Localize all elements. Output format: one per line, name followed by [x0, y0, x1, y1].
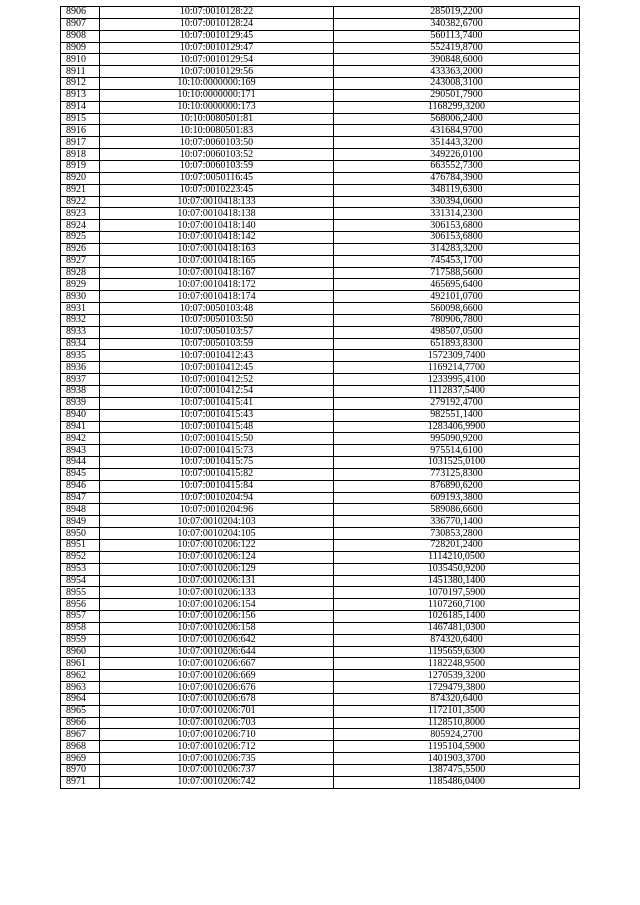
row-number-cell: 8966: [61, 717, 100, 729]
row-number-cell: 8971: [61, 776, 100, 788]
cadastral-number-cell: 10:07:0010415:50: [100, 433, 334, 445]
cadastral-number-cell: 10:07:0010129:54: [100, 54, 334, 66]
row-number-cell: 8942: [61, 433, 100, 445]
table-row: [61, 326, 580, 338]
cadastral-value-cell: 331314,2300: [334, 208, 580, 220]
cadastral-value-cell: 1270539,3200: [334, 670, 580, 682]
cadastral-number-cell: 10:07:0010206:735: [100, 753, 334, 765]
cadastral-value-cell: 874320,6400: [334, 693, 580, 705]
row-number-cell: 8925: [61, 232, 100, 244]
cadastral-value-cell: 465695,6400: [334, 279, 580, 291]
table-row: [61, 563, 580, 575]
cadastral-value-cell: 1185486,0400: [334, 776, 580, 788]
table-row: [61, 753, 580, 765]
cadastral-number-cell: 10:07:0010206:124: [100, 551, 334, 563]
cadastral-number-cell: 10:10:0080501:83: [100, 125, 334, 137]
cadastral-number-cell: 10:07:0010418:140: [100, 220, 334, 232]
table-row: [61, 765, 580, 777]
row-number-cell: 8917: [61, 137, 100, 149]
table-row: [61, 208, 580, 220]
table-row: [61, 457, 580, 469]
cadastral-number-cell: 10:07:0010418:138: [100, 208, 334, 220]
cadastral-value-cell: 1195104,5900: [334, 741, 580, 753]
row-number-cell: 8931: [61, 303, 100, 315]
cadastral-value-cell: 1026185,1400: [334, 611, 580, 623]
row-number-cell: 8910: [61, 54, 100, 66]
row-number-cell: 8940: [61, 409, 100, 421]
cadastral-number-cell: 10:07:0010206:644: [100, 646, 334, 658]
cadastral-number-cell: 10:07:0010412:45: [100, 362, 334, 374]
cadastral-value-cell: 1387475,5500: [334, 765, 580, 777]
row-number-cell: 8937: [61, 374, 100, 386]
cadastral-number-cell: 10:07:0050116:45: [100, 172, 334, 184]
table-row: [61, 622, 580, 634]
cadastral-number-cell: 10:07:0060103:59: [100, 160, 334, 172]
cadastral-number-cell: 10:07:0010128:24: [100, 18, 334, 30]
table-row: [61, 89, 580, 101]
cadastral-number-cell: 10:07:0010206:710: [100, 729, 334, 741]
table-row: [61, 776, 580, 788]
table-row: [61, 196, 580, 208]
row-number-cell: 8943: [61, 445, 100, 457]
cadastral-value-cell: 498507,0500: [334, 326, 580, 338]
table-row: [61, 18, 580, 30]
cadastral-number-cell: 10:07:0010129:45: [100, 30, 334, 42]
table-row: [61, 232, 580, 244]
cadastral-number-cell: 10:07:0010418:167: [100, 267, 334, 279]
table-row: [61, 587, 580, 599]
cadastral-number-cell: 10:07:0010418:163: [100, 243, 334, 255]
cadastral-number-cell: 10:07:0010206:712: [100, 741, 334, 753]
cadastral-number-cell: 10:07:0010412:54: [100, 386, 334, 398]
row-number-cell: 8953: [61, 563, 100, 575]
cadastral-value-cell: 589086,6600: [334, 504, 580, 516]
cadastral-number-cell: 10:07:0010206:742: [100, 776, 334, 788]
cadastral-value-cell: 431684,9700: [334, 125, 580, 137]
cadastral-number-cell: 10:07:0010415:43: [100, 409, 334, 421]
cadastral-value-cell: 1401903,3700: [334, 753, 580, 765]
row-number-cell: 8927: [61, 255, 100, 267]
cadastral-value-cell: 243008,3100: [334, 78, 580, 90]
cadastral-number-cell: 10:07:0010418:142: [100, 232, 334, 244]
table-row: [61, 255, 580, 267]
row-number-cell: 8912: [61, 78, 100, 90]
cadastral-number-cell: 10:07:0060103:52: [100, 149, 334, 161]
cadastral-value-cell: 874320,6400: [334, 634, 580, 646]
cadastral-value-cell: 773125,8300: [334, 468, 580, 480]
table-row: [61, 729, 580, 741]
table-row: [61, 717, 580, 729]
table-row: [61, 551, 580, 563]
cadastral-number-cell: 10:07:0010204:94: [100, 492, 334, 504]
row-number-cell: 8945: [61, 468, 100, 480]
cadastral-value-cell: 1112837,5400: [334, 386, 580, 398]
table-row: [61, 149, 580, 161]
cadastral-value-cell: 1283406,9900: [334, 421, 580, 433]
table-row: [61, 338, 580, 350]
table-row: [61, 350, 580, 362]
row-number-cell: 8952: [61, 551, 100, 563]
row-number-cell: 8930: [61, 291, 100, 303]
row-number-cell: 8947: [61, 492, 100, 504]
cadastral-number-cell: 10:07:0010415:73: [100, 445, 334, 457]
cadastral-value-cell: 560113,7400: [334, 30, 580, 42]
row-number-cell: 8928: [61, 267, 100, 279]
row-number-cell: 8965: [61, 705, 100, 717]
cadastral-value-cell: 1070197,5900: [334, 587, 580, 599]
cadastral-value-cell: 1195659,6300: [334, 646, 580, 658]
row-number-cell: 8944: [61, 457, 100, 469]
row-number-cell: 8934: [61, 338, 100, 350]
table-row: [61, 113, 580, 125]
cadastral-number-cell: 10:07:0010418:133: [100, 196, 334, 208]
cadastral-value-cell: 1572309,7400: [334, 350, 580, 362]
row-number-cell: 8915: [61, 113, 100, 125]
table-row: [61, 516, 580, 528]
row-number-cell: 8926: [61, 243, 100, 255]
table-row: [61, 101, 580, 113]
cadastral-value-cell: 651893,8300: [334, 338, 580, 350]
cadastral-number-cell: 10:07:0010204:103: [100, 516, 334, 528]
cadastral-number-cell: 10:07:0010129:47: [100, 42, 334, 54]
table-row: [61, 445, 580, 457]
cadastral-value-cell: 663552,7300: [334, 160, 580, 172]
cadastral-value-cell: 1128510,8000: [334, 717, 580, 729]
row-number-cell: 8956: [61, 599, 100, 611]
cadastral-number-cell: 10:07:0050103:57: [100, 326, 334, 338]
table-row: [61, 682, 580, 694]
row-number-cell: 8954: [61, 575, 100, 587]
row-number-cell: 8960: [61, 646, 100, 658]
row-number-cell: 8906: [61, 7, 100, 19]
cadastral-value-cell: 1467481,0300: [334, 622, 580, 634]
table-row: [61, 409, 580, 421]
cadastral-value-cell: 290501,7900: [334, 89, 580, 101]
row-number-cell: 8919: [61, 160, 100, 172]
table-row: [61, 30, 580, 42]
table-row: [61, 160, 580, 172]
table-row: [61, 468, 580, 480]
cadastral-number-cell: 10:07:0010415:82: [100, 468, 334, 480]
cadastral-number-cell: 10:07:0010206:158: [100, 622, 334, 634]
cadastral-value-cell: 314283,3200: [334, 243, 580, 255]
row-number-cell: 8913: [61, 89, 100, 101]
cadastral-number-cell: 10:07:0010206:701: [100, 705, 334, 717]
table-row: [61, 705, 580, 717]
cadastral-value-cell: 340382,6700: [334, 18, 580, 30]
table-row: [61, 279, 580, 291]
table-row: [61, 421, 580, 433]
table-row: [61, 362, 580, 374]
table-row: [61, 303, 580, 315]
cadastral-value-cell: 552419,8700: [334, 42, 580, 54]
cadastral-value-cell: 609193,3800: [334, 492, 580, 504]
table-row: [61, 504, 580, 516]
cadastral-value-cell: 1233995,4100: [334, 374, 580, 386]
table-row: [61, 611, 580, 623]
cadastral-value-cell: 1107260,7100: [334, 599, 580, 611]
cadastral-value-cell: 1031525,0100: [334, 457, 580, 469]
cadastral-value-cell: 351443,3200: [334, 137, 580, 149]
table-row: [61, 184, 580, 196]
table-row: [61, 741, 580, 753]
table-row: [61, 433, 580, 445]
row-number-cell: 8907: [61, 18, 100, 30]
cadastral-value-cell: 390848,6000: [334, 54, 580, 66]
row-number-cell: 8923: [61, 208, 100, 220]
table-row: [61, 78, 580, 90]
row-number-cell: 8938: [61, 386, 100, 398]
cadastral-value-cell: 805924,2700: [334, 729, 580, 741]
cadastral-value-cell: 1168299,3200: [334, 101, 580, 113]
row-number-cell: 8963: [61, 682, 100, 694]
cadastral-value-cell: 728201,2400: [334, 539, 580, 551]
cadastral-number-cell: 10:10:0000000:173: [100, 101, 334, 113]
table-row: [61, 291, 580, 303]
cadastral-value-cell: 730853,2800: [334, 528, 580, 540]
table-row: [61, 646, 580, 658]
row-number-cell: 8922: [61, 196, 100, 208]
cadastral-value-cell: 476784,3900: [334, 172, 580, 184]
table-row: [61, 220, 580, 232]
cadastral-number-cell: 10:07:0010415:41: [100, 397, 334, 409]
cadastral-number-cell: 10:07:0010204:105: [100, 528, 334, 540]
row-number-cell: 8909: [61, 42, 100, 54]
cadastral-number-cell: 10:07:0010206:669: [100, 670, 334, 682]
table-row: [61, 137, 580, 149]
row-number-cell: 8958: [61, 622, 100, 634]
row-number-cell: 8929: [61, 279, 100, 291]
cadastral-number-cell: 10:07:0010129:56: [100, 66, 334, 78]
cadastral-number-cell: 10:10:0080501:81: [100, 113, 334, 125]
cadastral-number-cell: 10:07:0010206:676: [100, 682, 334, 694]
cadastral-number-cell: 10:07:0050103:50: [100, 314, 334, 326]
cadastral-value-cell: 1182248,9500: [334, 658, 580, 670]
row-number-cell: 8924: [61, 220, 100, 232]
cadastral-number-cell: 10:07:0010204:96: [100, 504, 334, 516]
row-number-cell: 8957: [61, 611, 100, 623]
cadastral-number-cell: 10:07:0050103:48: [100, 303, 334, 315]
cadastral-number-cell: 10:07:0010206:133: [100, 587, 334, 599]
table-row: [61, 670, 580, 682]
cadastral-value-cell: 279192,4700: [334, 397, 580, 409]
data-table: [60, 6, 580, 789]
cadastral-value-cell: 492101,0700: [334, 291, 580, 303]
row-number-cell: 8935: [61, 350, 100, 362]
row-number-cell: 8911: [61, 66, 100, 78]
row-number-cell: 8918: [61, 149, 100, 161]
row-number-cell: 8939: [61, 397, 100, 409]
cadastral-number-cell: 10:07:0010415:75: [100, 457, 334, 469]
cadastral-number-cell: 10:10:0000000:171: [100, 89, 334, 101]
cadastral-number-cell: 10:07:0010206:737: [100, 765, 334, 777]
table-row: [61, 528, 580, 540]
cadastral-value-cell: 336770,1400: [334, 516, 580, 528]
cadastral-value-cell: 560098,6600: [334, 303, 580, 315]
table-body: [61, 7, 580, 789]
cadastral-value-cell: 433363,2000: [334, 66, 580, 78]
cadastral-number-cell: 10:07:0010206:131: [100, 575, 334, 587]
cadastral-value-cell: 568006,2400: [334, 113, 580, 125]
cadastral-value-cell: 306153,6800: [334, 232, 580, 244]
cadastral-value-cell: 982551,1400: [334, 409, 580, 421]
cadastral-value-cell: 717588,5600: [334, 267, 580, 279]
cadastral-value-cell: 1114210,0500: [334, 551, 580, 563]
row-number-cell: 8920: [61, 172, 100, 184]
cadastral-number-cell: 10:07:0010418:172: [100, 279, 334, 291]
cadastral-value-cell: 1035450,9200: [334, 563, 580, 575]
table-row: [61, 7, 580, 19]
table-row: [61, 480, 580, 492]
row-number-cell: 8914: [61, 101, 100, 113]
row-number-cell: 8969: [61, 753, 100, 765]
cadastral-value-cell: 995090,9200: [334, 433, 580, 445]
row-number-cell: 8964: [61, 693, 100, 705]
table-row: [61, 599, 580, 611]
row-number-cell: 8948: [61, 504, 100, 516]
row-number-cell: 8968: [61, 741, 100, 753]
row-number-cell: 8970: [61, 765, 100, 777]
table-row: [61, 634, 580, 646]
cadastral-number-cell: 10:07:0010206:122: [100, 539, 334, 551]
table-row: [61, 492, 580, 504]
cadastral-number-cell: 10:07:0010418:174: [100, 291, 334, 303]
row-number-cell: 8950: [61, 528, 100, 540]
table-row: [61, 125, 580, 137]
cadastral-number-cell: 10:07:0010206:156: [100, 611, 334, 623]
table-row: [61, 658, 580, 670]
cadastral-number-cell: 10:07:0010415:84: [100, 480, 334, 492]
row-number-cell: 8955: [61, 587, 100, 599]
cadastral-number-cell: 10:07:0010206:667: [100, 658, 334, 670]
row-number-cell: 8951: [61, 539, 100, 551]
cadastral-number-cell: 10:07:0010412:43: [100, 350, 334, 362]
table-row: [61, 539, 580, 551]
table-row: [61, 42, 580, 54]
table-row: [61, 172, 580, 184]
cadastral-number-cell: 10:07:0010418:165: [100, 255, 334, 267]
row-number-cell: 8959: [61, 634, 100, 646]
row-number-cell: 8908: [61, 30, 100, 42]
table-row: [61, 66, 580, 78]
row-number-cell: 8946: [61, 480, 100, 492]
row-number-cell: 8967: [61, 729, 100, 741]
cadastral-number-cell: 10:07:0050103:59: [100, 338, 334, 350]
table-row: [61, 693, 580, 705]
cadastral-number-cell: 10:07:0010206:129: [100, 563, 334, 575]
row-number-cell: 8962: [61, 670, 100, 682]
cadastral-value-cell: 349226,0100: [334, 149, 580, 161]
cadastral-value-cell: 1729479,3800: [334, 682, 580, 694]
cadastral-value-cell: 1451380,1400: [334, 575, 580, 587]
cadastral-number-cell: 10:07:0010206:678: [100, 693, 334, 705]
table-row: [61, 386, 580, 398]
cadastral-value-cell: 1169214,7700: [334, 362, 580, 374]
cadastral-number-cell: 10:07:0060103:50: [100, 137, 334, 149]
cadastral-number-cell: 10:07:0010415:48: [100, 421, 334, 433]
cadastral-value-cell: 348119,6300: [334, 184, 580, 196]
table-row: [61, 54, 580, 66]
cadastral-number-cell: 10:07:0010206:642: [100, 634, 334, 646]
cadastral-value-cell: 330394,0600: [334, 196, 580, 208]
row-number-cell: 8961: [61, 658, 100, 670]
cadastral-number-cell: 10:07:0010206:154: [100, 599, 334, 611]
table-row: [61, 397, 580, 409]
table-row: [61, 374, 580, 386]
table-row: [61, 243, 580, 255]
cadastral-number-cell: 10:07:0010206:703: [100, 717, 334, 729]
cadastral-value-cell: 306153,6800: [334, 220, 580, 232]
cadastral-number-cell: 10:07:0010223:45: [100, 184, 334, 196]
cadastral-value-cell: 975514,6100: [334, 445, 580, 457]
row-number-cell: 8949: [61, 516, 100, 528]
table-row: [61, 267, 580, 279]
cadastral-value-cell: 876890,6200: [334, 480, 580, 492]
cadastral-value-cell: 780906,7800: [334, 314, 580, 326]
cadastral-value-cell: 285019,2200: [334, 7, 580, 19]
row-number-cell: 8921: [61, 184, 100, 196]
cadastral-number-cell: 10:07:0010128:22: [100, 7, 334, 19]
cadastral-number-cell: 10:07:0010412:52: [100, 374, 334, 386]
row-number-cell: 8932: [61, 314, 100, 326]
row-number-cell: 8941: [61, 421, 100, 433]
row-number-cell: 8916: [61, 125, 100, 137]
cadastral-number-cell: 10:10:0000000:169: [100, 78, 334, 90]
cadastral-value-cell: 745453,1700: [334, 255, 580, 267]
table-row: [61, 314, 580, 326]
row-number-cell: 8933: [61, 326, 100, 338]
table-row: [61, 575, 580, 587]
row-number-cell: 8936: [61, 362, 100, 374]
cadastral-value-cell: 1172101,3500: [334, 705, 580, 717]
